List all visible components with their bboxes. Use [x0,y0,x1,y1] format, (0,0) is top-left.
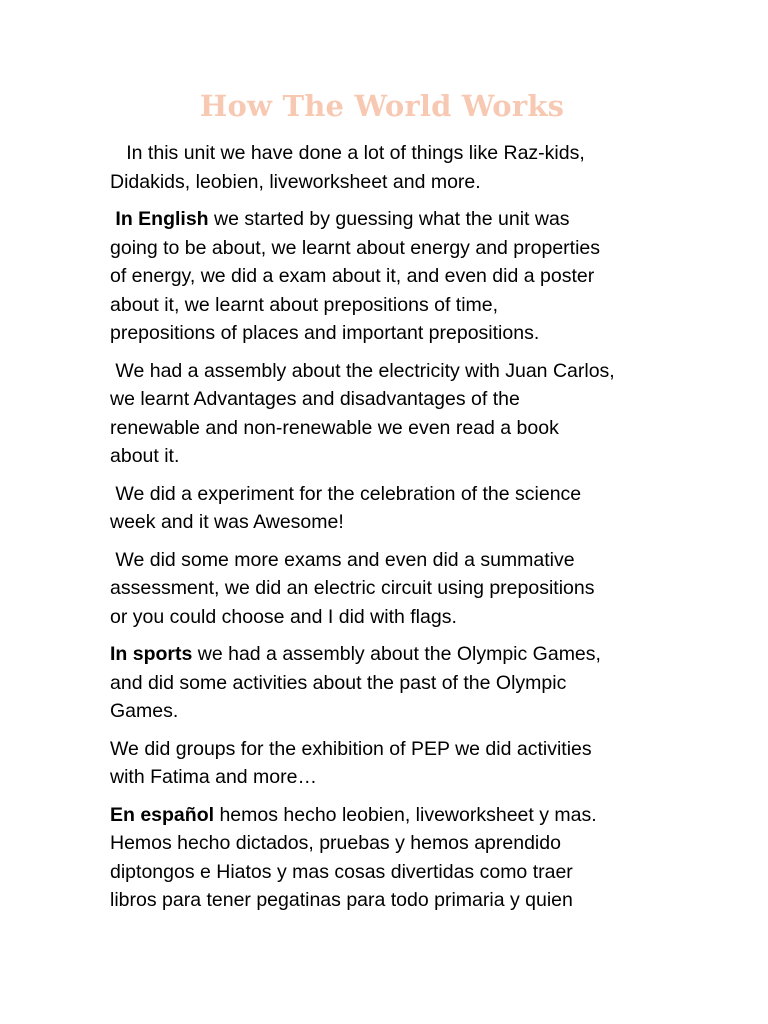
paragraph-line: renewable and non-renewable we even read a book [110,416,559,439]
paragraph-groups [110,735,670,792]
paragraph-text: we had a assembly about the Olympic Games, [192,643,601,665]
paragraph-text: hemos hecho leobien, liveworksheet y mas. [214,803,597,826]
paragraph-heading: En español [110,803,215,826]
paragraph-line: We did a experiment for the celebration of the science [110,482,582,505]
paragraph-line: and did some activities about the past of the Olympic [110,671,567,694]
paragraph-line: We did some more exams and even did a summative [110,548,575,571]
paragraph-espanol [110,801,670,915]
paragraph-sports [110,640,670,726]
paragraph-exams [110,546,670,632]
paragraph-line: we learnt Advantages and disadvantages of the [110,388,520,410]
paragraph-english [110,205,670,348]
paragraph-line [110,801,670,830]
paragraph-line: with Fatima and more… [110,766,317,788]
paragraph-line [110,640,670,669]
paragraph-heading: In sports [110,643,193,665]
paragraph-line: prepositions of places and important prepositions. [110,322,540,344]
paragraph-line: Hemos hecho dictados, pruebas y hemos aprendido [110,832,561,854]
document-body [110,139,670,924]
document-title: How The World Works [199,89,565,123]
paragraph-line: In this unit we have done a lot of things like Raz-kids, [110,142,585,164]
paragraph-line: of energy, we did a exam about it, and even did a poster [110,265,595,287]
paragraph-line [110,205,670,234]
paragraph-line: or you could choose and I did with flags. [110,605,457,628]
paragraph-line: about it, we learnt about prepositions of time, [110,293,499,316]
paragraph-assembly [110,357,670,471]
paragraph-line: about it. [110,445,180,467]
paragraph-line: We did groups for the exhibition of PEP we did activities [110,737,592,760]
paragraph-line: We had a assembly about the electricity with Juan Carlos, [110,359,615,382]
paragraph-line: Games. [110,700,179,722]
paragraph-line: Didakids, leobien, liveworksheet and more. [110,170,481,193]
paragraph-experiment [110,480,670,537]
paragraph-line: going to be about, we learnt about energy and properties [110,236,601,259]
paragraph-line: week and it was Awesome! [110,511,344,533]
paragraph-line: assessment, we did an electric circuit using prepositions [110,577,595,599]
paragraph-line: libros para tener pegatinas para todo primaria y quien [110,889,573,911]
paragraph-intro [110,139,670,196]
paragraph-line: diptongos e Hiatos y mas cosas divertidas como traer [110,860,573,883]
paragraph-text: we started by guessing what the unit was [208,208,570,230]
paragraph-heading: In English [110,208,209,230]
